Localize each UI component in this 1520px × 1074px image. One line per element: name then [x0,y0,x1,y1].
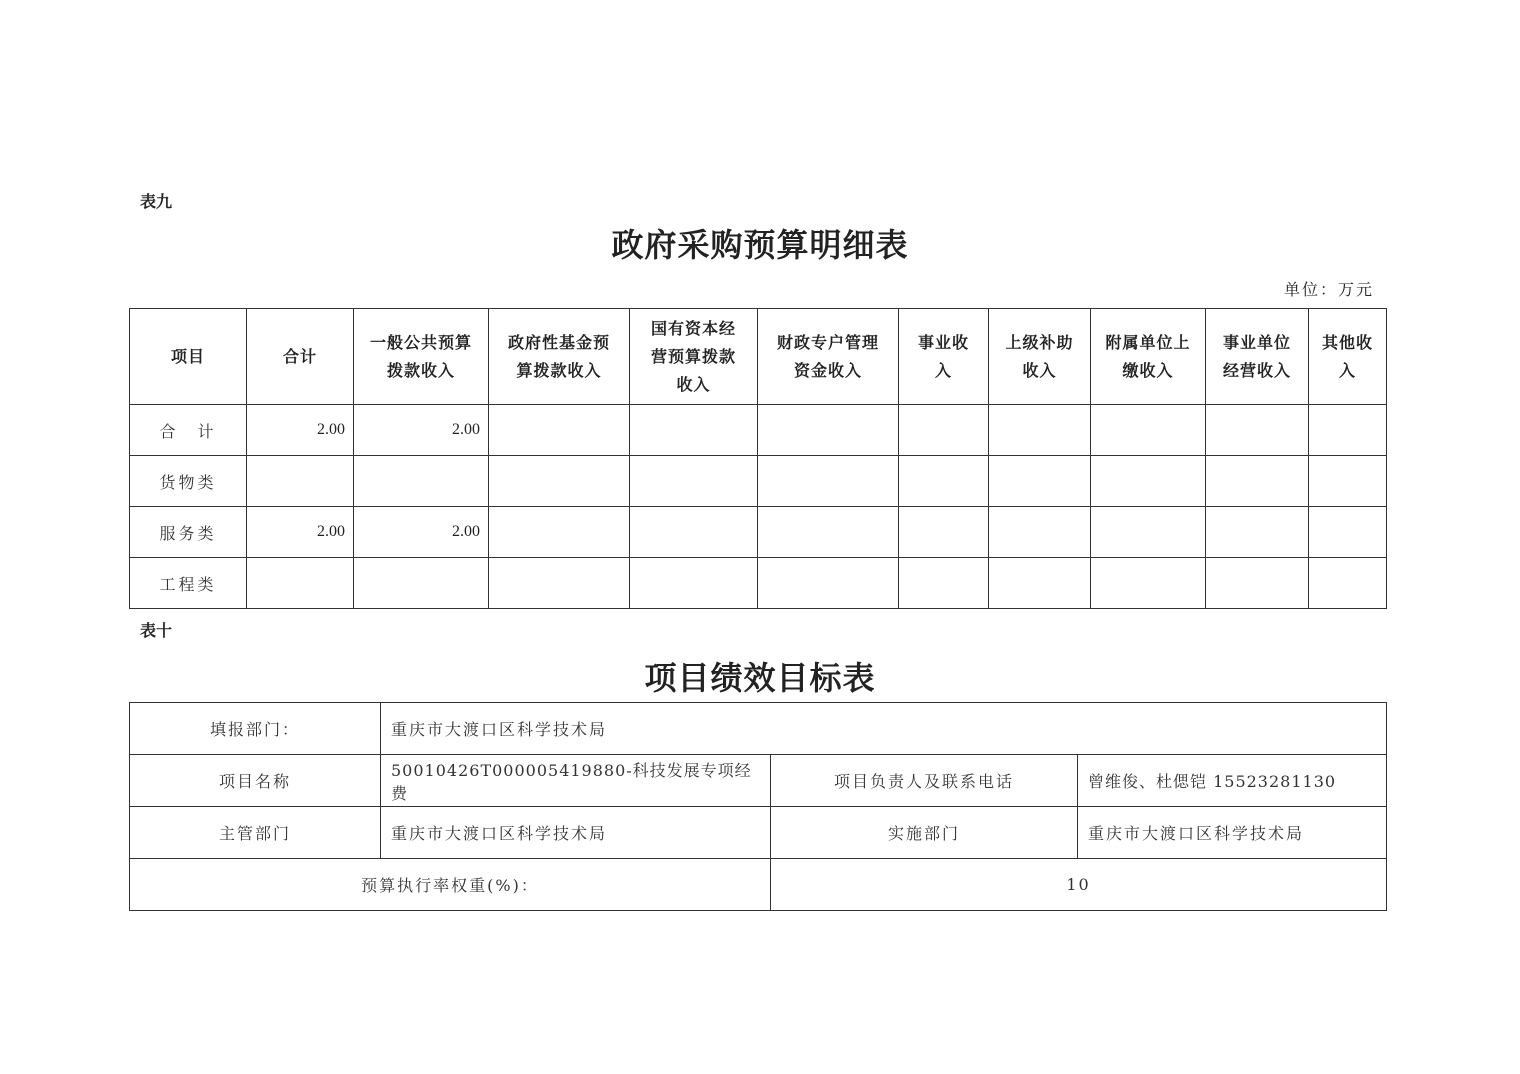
table-row [130,755,1387,807]
empty-cell [758,456,899,507]
impl-label: 实施部门 [771,807,1078,859]
performance-target-table [129,702,1387,911]
table10-title: 项目绩效目标表 [644,659,876,697]
header-text: 财政专户管理资金收入 [776,332,879,380]
empty-cell [758,405,899,456]
header-cell [899,309,989,405]
project-name-value: 50010426T000005419880-科技发展专项经费 [381,755,771,807]
empty-cell [630,558,758,609]
empty-cell [1091,558,1206,609]
empty-cell [489,456,630,507]
row-label: 工程类 [130,558,247,609]
header-cell: 合计 [247,309,354,405]
empty-cell [489,558,630,609]
empty-cell [989,507,1091,558]
empty-cell [1309,456,1387,507]
table9-label: 表九 [140,192,173,211]
table-row [130,558,1387,609]
row-label: 服务类 [130,507,247,558]
contact-label: 项目负责人及联系电话 [771,755,1078,807]
empty-cell [630,405,758,456]
header-cell [354,309,489,405]
dept-label: 填报部门： [130,703,381,755]
empty-cell [899,507,989,558]
row-label: 合 计 [130,405,247,456]
header-row [130,309,1387,405]
header-cell [489,309,630,405]
empty-cell [899,558,989,609]
procurement-budget-table [129,308,1387,609]
empty-cell [489,405,630,456]
project-name-label: 项目名称 [130,755,381,807]
empty-cell [989,456,1091,507]
header-text: 一般公共预算拨款收入 [369,332,472,380]
empty-cell [630,456,758,507]
empty-cell [1206,507,1309,558]
total-cell [247,456,354,507]
table-row [130,807,1387,859]
empty-cell [1206,405,1309,456]
empty-cell [1309,558,1387,609]
empty-cell [989,558,1091,609]
table-row [130,456,1387,507]
general-budget-cell: 2.00 [354,507,489,558]
table-row [130,405,1387,456]
general-budget-cell [354,456,489,507]
empty-cell [899,405,989,456]
empty-cell [630,507,758,558]
header-cell [758,309,899,405]
total-cell [247,558,354,609]
general-budget-cell: 2.00 [354,405,489,456]
general-budget-cell [354,558,489,609]
header-text: 国有资本经营预算拨款收入 [650,318,736,394]
weight-value: 10 [771,859,1387,911]
dept-value: 重庆市大渡口区科学技术局 [381,703,1387,755]
header-text: 附属单位上缴收入 [1105,332,1191,380]
total-cell: 2.00 [247,507,354,558]
empty-cell [489,507,630,558]
empty-cell [758,507,899,558]
empty-cell [1206,558,1309,609]
table-row [130,703,1387,755]
table10-label: 表十 [140,621,173,640]
table-row [130,859,1387,911]
header-text: 上级补助收入 [1005,332,1074,380]
empty-cell [758,558,899,609]
header-cell [1206,309,1309,405]
supervisor-value: 重庆市大渡口区科学技术局 [381,807,771,859]
header-text: 其他收入 [1321,332,1373,380]
weight-label: 预算执行率权重(%)： [130,859,771,911]
header-text: 事业单位经营收入 [1222,332,1291,380]
table-row [130,507,1387,558]
empty-cell [1309,405,1387,456]
row-label: 货物类 [130,456,247,507]
header-text: 事业收入 [917,332,969,380]
supervisor-label: 主管部门 [130,807,381,859]
impl-value: 重庆市大渡口区科学技术局 [1078,807,1387,859]
empty-cell [1091,456,1206,507]
table9-title: 政府采购预算明细表 [611,226,909,264]
empty-cell [1091,405,1206,456]
empty-cell [1206,456,1309,507]
header-cell [1309,309,1387,405]
header-cell: 项目 [130,309,247,405]
unit-label: 单位：万元 [1283,280,1374,299]
empty-cell [1091,507,1206,558]
contact-value: 曾维俊、杜偲铠 15523281130 [1078,755,1387,807]
header-cell [630,309,758,405]
empty-cell [989,405,1091,456]
header-cell [1091,309,1206,405]
total-cell: 2.00 [247,405,354,456]
empty-cell [1309,507,1387,558]
empty-cell [899,456,989,507]
header-text: 政府性基金预算拨款收入 [507,332,610,380]
header-cell [989,309,1091,405]
